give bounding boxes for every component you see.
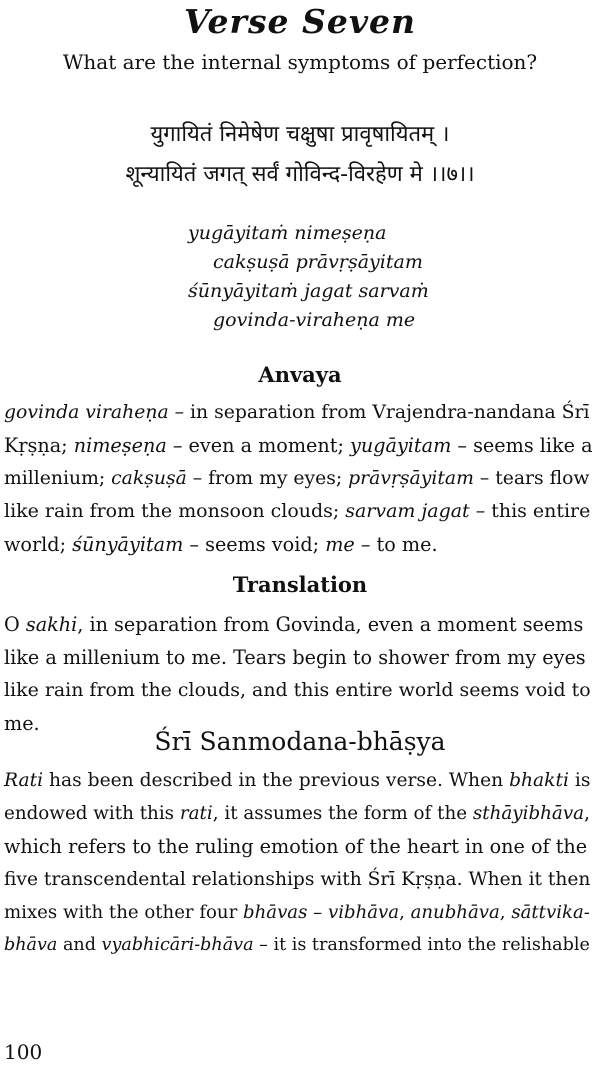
text-run: has been described in the previous verse. When [43, 770, 510, 791]
anvaya-heading: Anvaya [258, 362, 342, 387]
page-title: Verse Seven [183, 2, 416, 41]
text-run: O [4, 613, 26, 636]
text-run: – it is transformed into the relishable [253, 935, 590, 955]
text-run: – seems like a [451, 434, 593, 457]
italic-term: anubhāva [410, 902, 500, 923]
text-line [4, 396, 596, 429]
text-line [4, 896, 596, 929]
text-run: endowed with this [4, 803, 180, 824]
transliteration-line-3: śūnyāyitaṁ jagat sarvaṁ [188, 280, 429, 302]
text-run: Kṛṣṇa; [4, 434, 74, 457]
text-run: – tears flow [473, 468, 590, 489]
anvaya-paragraph [4, 396, 596, 561]
transliteration-line-2: cakṣuṣā prāvṛṣāyitam [213, 251, 423, 273]
italic-term: śūnyāyitam [72, 533, 184, 556]
sanskrit-verse-line-2: शून्यायितं जगत् सर्वं गोविन्द-विरहेण मे ।।७।। [125, 162, 475, 187]
text-line [4, 674, 596, 707]
text-line [4, 830, 596, 863]
italic-term: prāvṛṣāyitam [348, 468, 474, 489]
italic-term: vyabhicāri-bhāva [101, 935, 254, 955]
text-run: mixes with the other four [4, 902, 244, 923]
text-run: , [499, 902, 512, 923]
transliteration-line-4: govinda-viraheṇa me [213, 309, 416, 331]
italic-term: bhakti [509, 770, 569, 791]
text-line [4, 797, 596, 830]
translation-paragraph [4, 608, 596, 740]
text-run: me. [4, 712, 40, 735]
bhasya-paragraph [4, 764, 596, 962]
italic-term: yugāyitam [350, 434, 452, 457]
italic-term: bhāvas [243, 902, 308, 923]
italic-term: sakhi [25, 613, 78, 636]
text-run: which refers to the ruling emotion of the heart in one of the [4, 835, 588, 858]
text-run: , it assumes the form of the [212, 803, 473, 824]
text-line [4, 641, 596, 674]
text-line [4, 528, 596, 561]
text-run: , [584, 803, 590, 824]
italic-term: sthāyibhāva [472, 803, 585, 824]
text-line [4, 929, 596, 962]
text-run: – to me. [354, 533, 438, 556]
text-run: five transcendental relationships with Śrī Kṛṣṇa. When it then [4, 869, 591, 890]
text-run: and [57, 935, 102, 955]
italic-term: rati [179, 803, 213, 824]
text-run: – seems void; [183, 533, 326, 556]
italic-term: sarvam jagat [345, 500, 470, 522]
italic-term: bhāva [4, 935, 58, 955]
italic-term: Rati [4, 770, 44, 791]
italic-term: me [325, 533, 355, 556]
italic-term: nimeṣeṇa [73, 434, 167, 457]
text-run: – in separation from Vrajendra-nandana Śrī [168, 402, 590, 423]
text-run: , [399, 902, 411, 923]
italic-term: sāttvika- [511, 902, 590, 923]
text-run: – this entire [469, 500, 591, 522]
text-line [4, 863, 596, 896]
page-number: 100 [4, 1040, 43, 1064]
text-line [4, 608, 596, 641]
verse-question: What are the internal symptoms of perfection? [62, 50, 538, 74]
italic-term: govinda viraheṇa [4, 402, 169, 423]
text-run: like rain from the monsoon clouds; [4, 500, 346, 522]
text-run: is [568, 770, 591, 791]
italic-term: cakṣuṣā [111, 468, 187, 489]
bhasya-heading: Śrī Sanmodana-bhāṣya [154, 727, 446, 756]
sanskrit-verse-line-1: युगायितं निमेषेण चक्षुषा प्रावृषायितम् । [150, 122, 450, 147]
text-run: – [307, 902, 328, 923]
text-run: like rain from the clouds, and this entire world seems void to [4, 679, 591, 701]
text-run: like a millenium to me. Tears begin to shower from my eyes [4, 646, 586, 669]
text-run: – from my eyes; [186, 468, 349, 489]
text-run: world; [4, 533, 73, 556]
transliteration-line-1: yugāyitaṁ nimeṣeṇa [188, 222, 387, 244]
text-run: , in separation from Govinda, even a moment seems [77, 613, 584, 636]
text-line [4, 495, 596, 528]
text-line [4, 764, 596, 797]
text-run: millenium; [4, 468, 112, 489]
text-line [4, 429, 596, 462]
text-run: – even a moment; [166, 434, 351, 457]
translation-heading: Translation [232, 572, 368, 597]
text-line [4, 462, 596, 495]
italic-term: vibhāva [327, 902, 400, 923]
